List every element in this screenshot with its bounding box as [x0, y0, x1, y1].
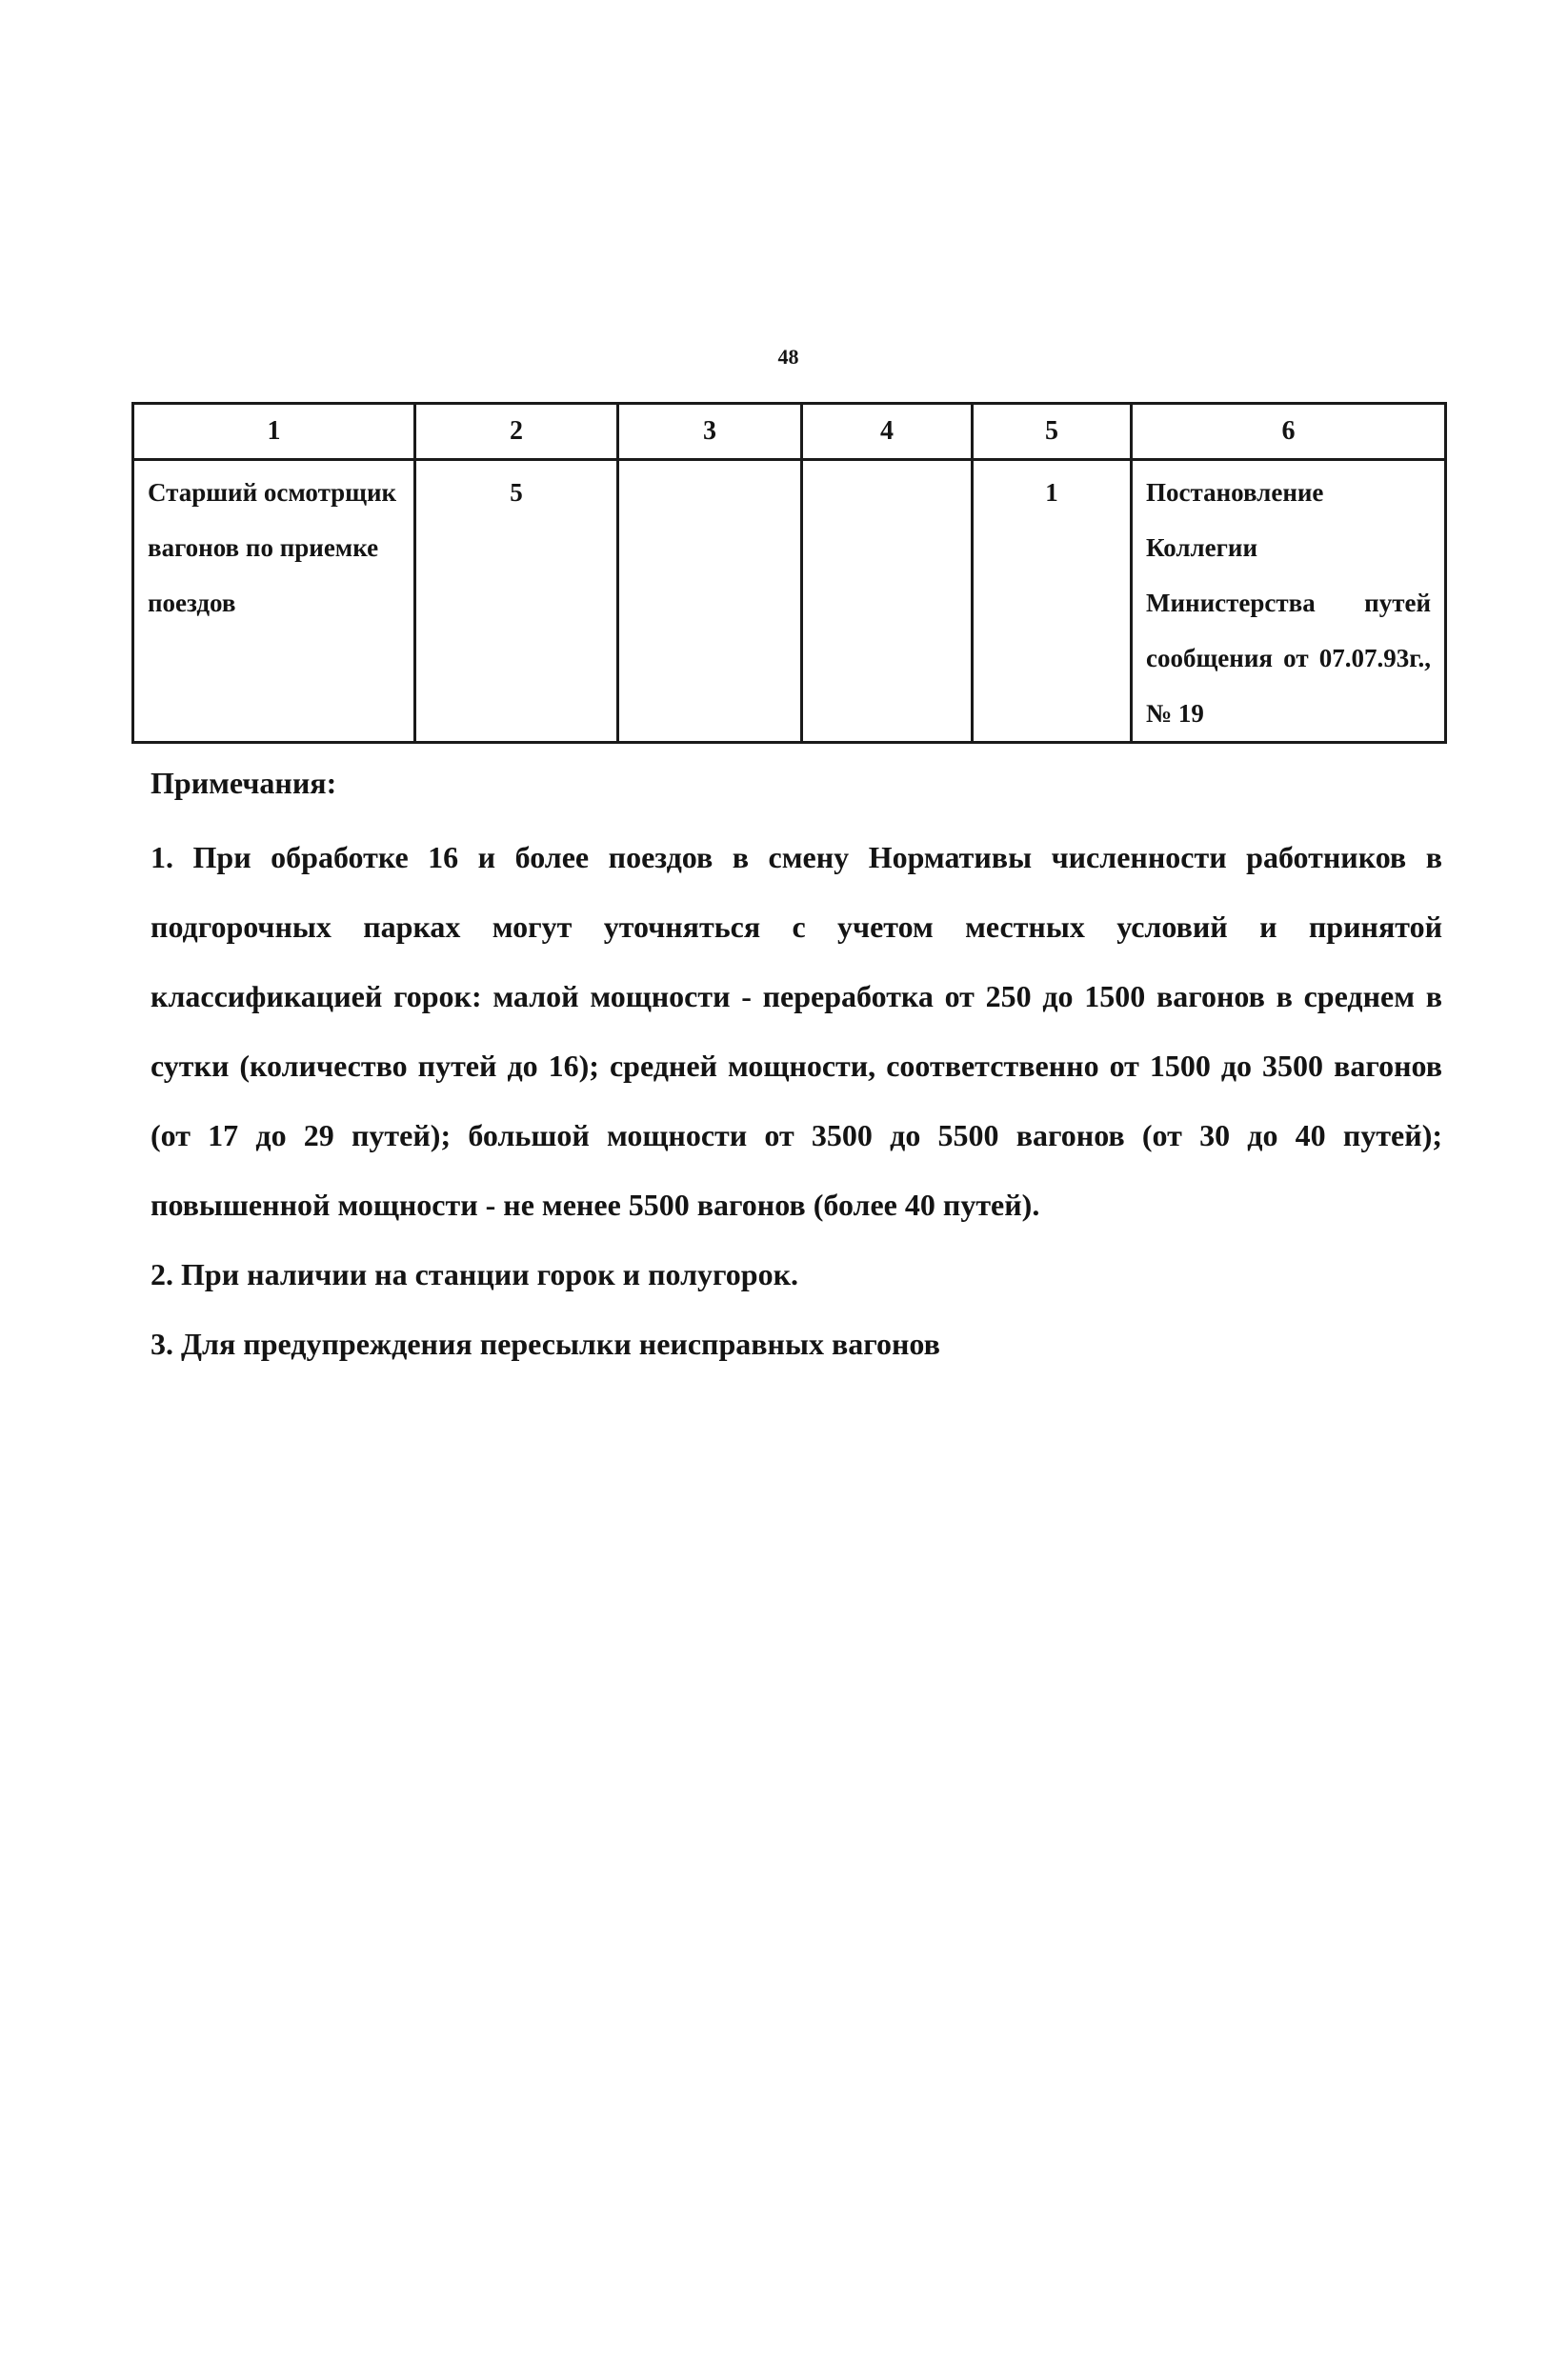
note-item-1: 1. При обработке 16 и более поездов в смену Нормативы численности работников в подгорочных парках могут уточняться с учетом местных условий и принятой классификацией горок: малой мощности - переработка от 250 до 1500 вагонов в среднем в сутки (количество путей до 16); средней мощности, соответственно от 1500 до 3500 вагонов (от 17 до 29 путей); большой мощности от 3500 до 5500 вагонов (от 30 до 40 путей); повышенной мощности - не менее 5500 вагонов (более 40 путей).	[151, 840, 1442, 1222]
cell-col-4	[802, 460, 973, 743]
cell-col-2: 5	[415, 460, 618, 743]
norm-table	[131, 402, 1447, 744]
note-item-2: 2. При наличии на станции горок и полугорок.	[151, 1257, 798, 1291]
cell-col-3	[618, 460, 802, 743]
cell-col-5: 1	[973, 460, 1132, 743]
column-header-4: 4	[802, 404, 973, 460]
cell-position: Старший осмотрщик вагонов по приемке поездов	[133, 460, 415, 743]
page-number: 48	[777, 345, 799, 369]
column-header-3: 3	[618, 404, 802, 460]
note-item-3: 3. Для предупреждения пересылки неисправных вагонов	[151, 1327, 940, 1361]
column-header-2: 2	[415, 404, 618, 460]
column-header-1: 1	[133, 404, 415, 460]
notes-heading: Примечания:	[151, 766, 337, 800]
column-header-5: 5	[973, 404, 1132, 460]
cell-basis-document: Постановление Коллегии Министерства путей сообщения от 07.07.93г., № 19	[1132, 460, 1446, 743]
notes-section	[151, 762, 1442, 1379]
table-row	[133, 460, 1446, 743]
table-header-row	[133, 404, 1446, 460]
column-header-6: 6	[1132, 404, 1446, 460]
